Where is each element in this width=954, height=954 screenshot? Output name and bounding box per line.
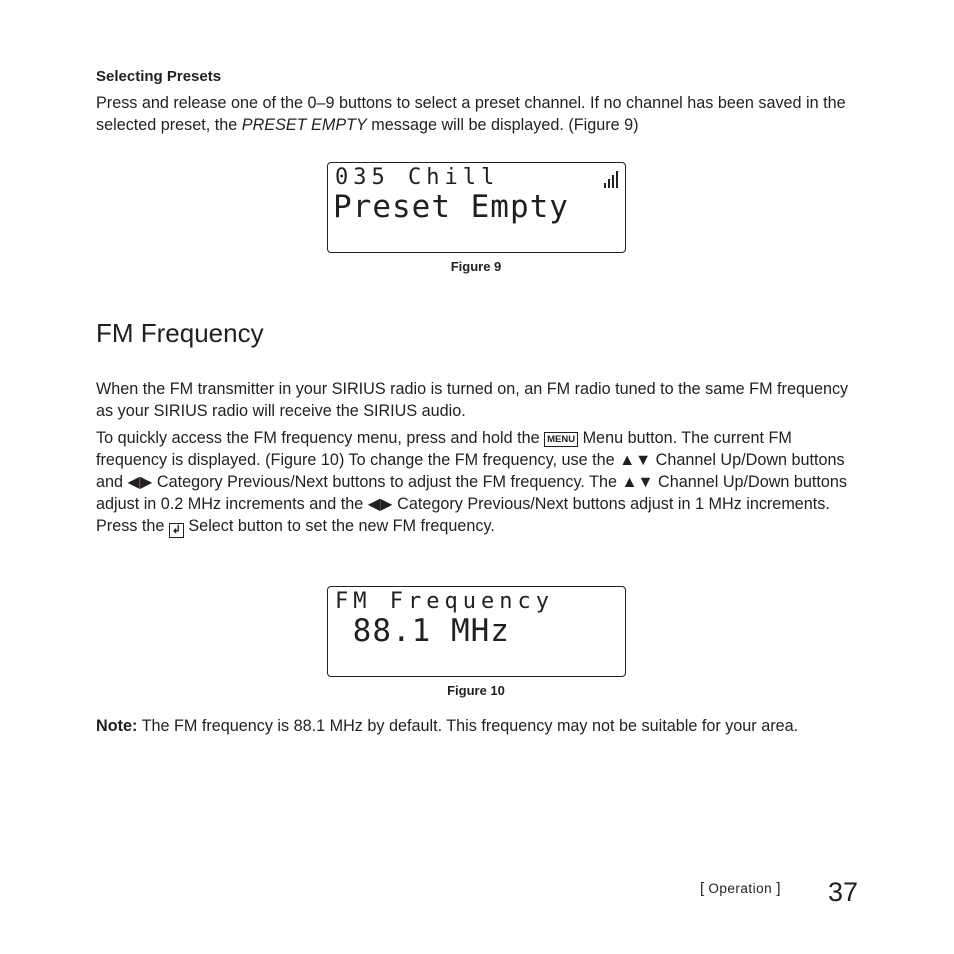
up-down-arrows-icon: ▲▼ [619,451,652,469]
section-heading-fm-frequency: FM Frequency [96,318,264,348]
para-text: Select button to set the new FM frequency. [183,517,495,535]
page-number: 37 [828,877,859,907]
para-text: Menu button. The current FM frequency is displayed. (Figure 10) To change the FM frequency, use the [96,429,792,469]
para-text: Channel Up/Down buttons and [96,451,845,491]
bracket-close: ] [776,880,781,897]
left-right-arrows-icon: ◀▶ [127,473,153,491]
lcd-line-1: 035 Chill [335,165,500,190]
figure-9-caption: Figure 9 [450,259,502,274]
figure-10-display [327,586,626,677]
selecting-presets-paragraph [96,92,866,136]
bracket-open: [ [700,880,705,897]
section-heading-selecting-presets: Selecting Presets [96,68,222,85]
para-text: message will be displayed. (Figure 9) [366,116,639,134]
menu-key-icon: MENU [544,432,578,447]
figure-9-display [327,162,626,253]
lcd-line-2: Preset Empty [333,189,569,225]
para-text: Channel Up/Down buttons adjust in 0.2 MHz increments and the [96,473,848,513]
footer-section-name: Operation [708,881,773,896]
footer-section-label [700,880,780,897]
select-key-icon: ↲ [169,523,184,538]
lcd-line-2: 88.1 MHz [333,613,510,649]
note-label: Note: [96,717,138,735]
fm-frequency-paragraph-1 [96,378,866,422]
lcd-line-1: FM Frequency [335,589,554,614]
para-text: Category Previous/Next buttons adjust in 1 MHz increments. Press the [96,495,830,535]
note-paragraph [96,715,866,737]
left-right-arrows-icon: ◀▶ [367,495,393,513]
para-text: Press and release one of the 0–9 buttons to select a preset channel. If no channel has been saved in the selected preset, the [96,94,846,134]
preset-empty-term: PRESET EMPTY [241,116,367,134]
up-down-arrows-icon: ▲▼ [621,473,654,491]
para-text: Category Previous/Next buttons to adjust the FM frequency. The [152,473,622,491]
para-text: To quickly access the FM frequency menu, press and hold the [96,429,545,447]
fm-frequency-paragraph-2 [96,427,866,538]
para-text: When the FM transmitter in your SIRIUS radio is turned on, an FM radio tuned to the same FM frequency as your SIRIUS radio will receive the SIRIUS audio. [96,380,849,420]
note-text: The FM frequency is 88.1 MHz by default. This frequency may not be suitable for your area. [137,717,799,735]
signal-strength-icon [604,171,618,188]
figure-10-caption: Figure 10 [447,683,505,698]
